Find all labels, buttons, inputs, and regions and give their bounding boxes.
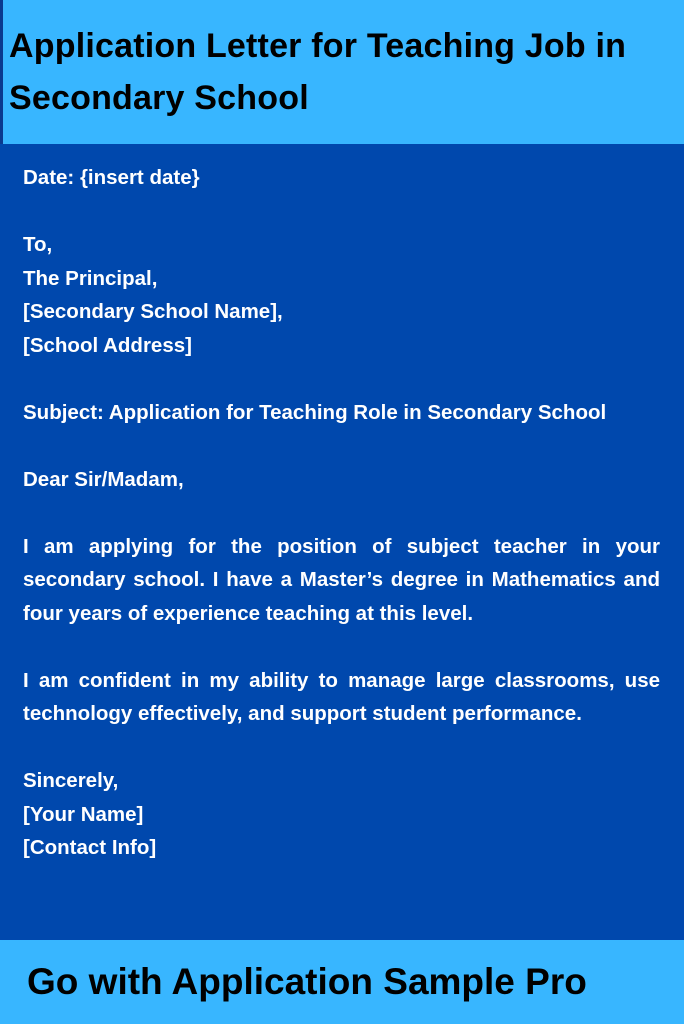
letter-date: Date: {insert date} xyxy=(23,166,200,189)
letter-your-name: [Your Name] xyxy=(23,802,144,826)
letter-recipient: The Principal, xyxy=(23,266,158,290)
footer-text: Go with Application Sample Pro xyxy=(27,961,587,1002)
letter-paragraph-2: I am confident in my ability to manage large classrooms, use technology effectively, and support student performance. xyxy=(23,668,660,725)
spacer xyxy=(23,429,660,463)
letter-school-address: [School Address] xyxy=(23,333,192,357)
letter-body xyxy=(23,161,660,865)
spacer xyxy=(23,195,660,229)
letter-contact-info: [Contact Info] xyxy=(23,836,157,859)
page-title: Application Letter for Teaching Job in Secondary School xyxy=(9,27,627,117)
letter-school-name: [Secondary School Name], xyxy=(23,300,283,323)
letter-to: To, xyxy=(23,233,53,256)
letter-paragraph-1: I am applying for the position of subject teacher in your secondary school. I have a Master’s degree in Mathematics and four years of experience teaching at this level. xyxy=(23,534,660,625)
spacer xyxy=(23,731,660,765)
letter-closing: Sincerely, xyxy=(23,769,119,792)
spacer xyxy=(23,630,660,664)
spacer xyxy=(23,362,660,396)
letter-salutation: Dear Sir/Madam, xyxy=(23,467,184,491)
footer-banner xyxy=(0,940,684,1024)
header-banner xyxy=(3,0,684,144)
spacer xyxy=(23,496,660,530)
letter-subject: Subject: Application for Teaching Role in Secondary School xyxy=(23,400,607,424)
